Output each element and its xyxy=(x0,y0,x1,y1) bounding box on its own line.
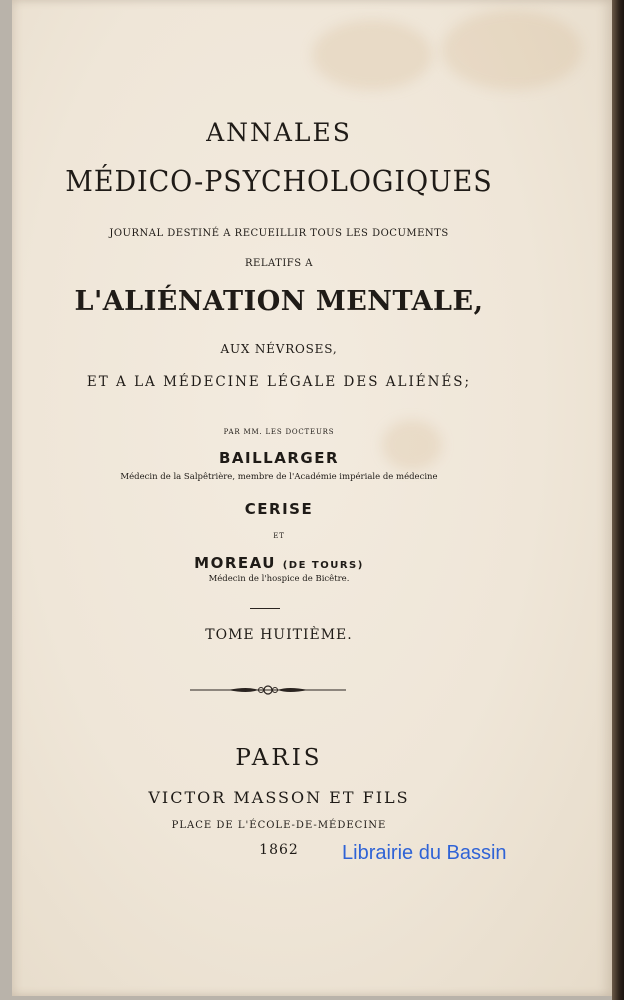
by-line: PAR MM. LES DOCTEURS xyxy=(223,428,335,436)
series-title: ANNALES xyxy=(206,118,352,147)
subject-line-2: AUX NÉVROSES, xyxy=(220,342,338,356)
editor-suffix-moreau: (DE TOURS) xyxy=(282,560,364,571)
publisher: VICTOR MASSON ET FILS xyxy=(148,788,410,807)
editor-moreau xyxy=(24,554,534,572)
editor-name-moreau: MOREAU xyxy=(194,554,276,572)
editor-name-baillarger: BAILLARGER xyxy=(218,449,339,467)
editor-description-baillarger: Médecin de la Salpêtrière, membre de l'Académie impériale de médecine xyxy=(120,472,438,482)
address: PLACE DE L'ÉCOLE-DE-MÉDECINE xyxy=(171,820,387,831)
main-subject: L'ALIÉNATION MENTALE, xyxy=(74,286,484,317)
journal-line-2: RELATIFS A xyxy=(245,258,313,269)
series-subtitle: MÉDICO-PSYCHOLOGIQUES xyxy=(65,164,493,198)
ornamental-rule xyxy=(188,684,348,696)
conjunction: ET xyxy=(273,532,285,540)
volume: TOME HUITIÈME. xyxy=(205,627,353,643)
paper-stain xyxy=(442,10,582,90)
city: PARIS xyxy=(235,745,323,771)
short-rule xyxy=(250,608,280,609)
paper-stain xyxy=(312,20,432,90)
editor-description-moreau: Médecin de l'hospice de Bicêtre. xyxy=(208,574,350,584)
book-spine xyxy=(612,0,624,1000)
year: 1862 xyxy=(259,842,299,858)
subject-line-3: ET A LA MÉDECINE LÉGALE DES ALIÉNÉS; xyxy=(86,374,472,390)
editor-name-cerise: CERISE xyxy=(244,500,314,518)
book-page xyxy=(12,0,612,996)
journal-line-1: JOURNAL DESTINÉ A RECUEILLIR TOUS LES DOCUMENTS xyxy=(109,228,449,239)
watermark: Librairie du Bassin xyxy=(342,842,507,864)
